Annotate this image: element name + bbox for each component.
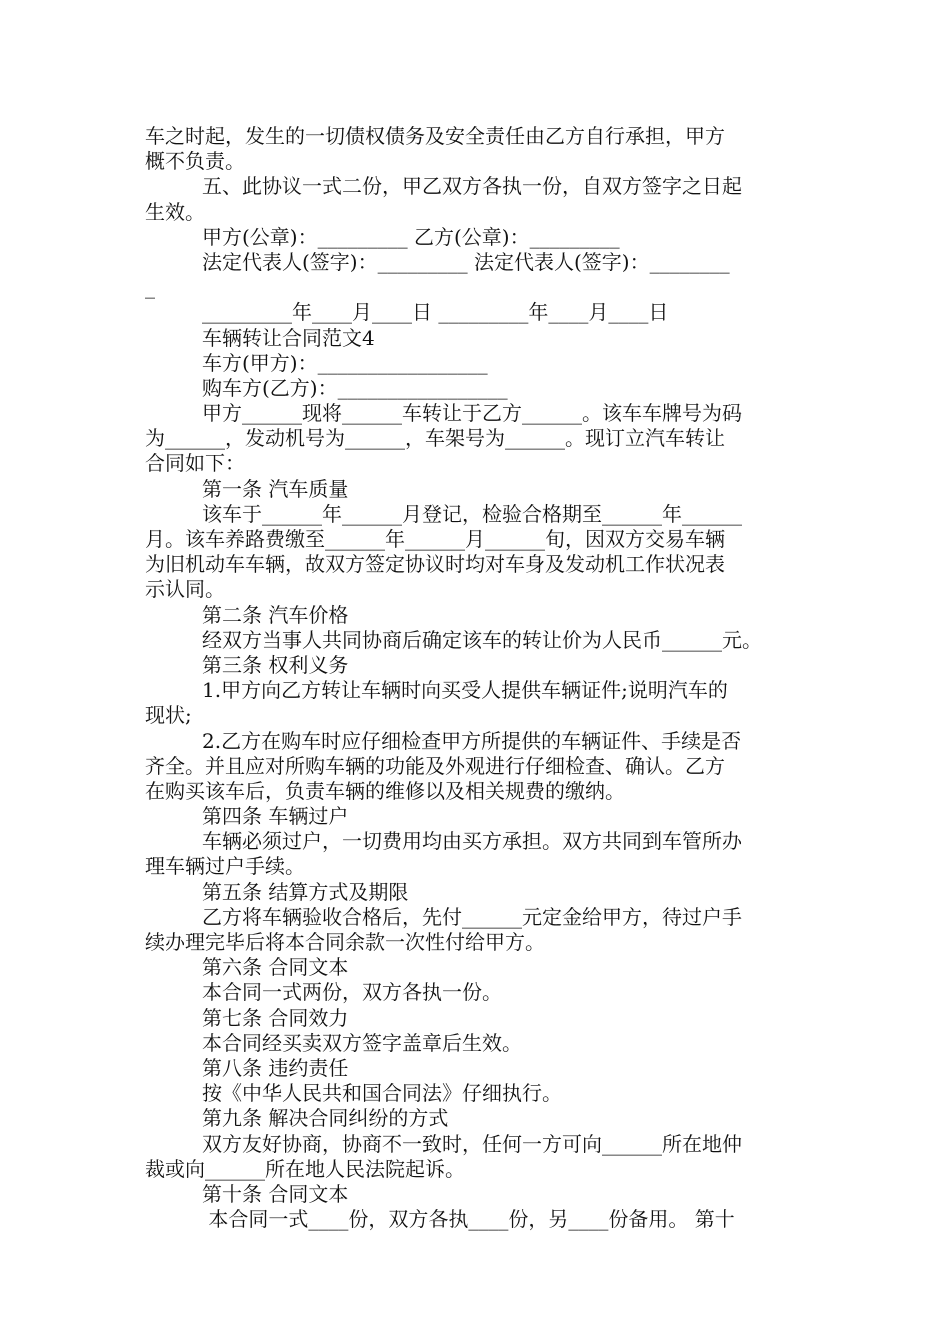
text-line: 按《中华人民共和国合同法》仔细执行。 [202, 1081, 562, 1106]
text-line: 月。该车养路费缴至______年______月______旬，因双方交易车辆 [145, 527, 725, 551]
text-line: 法定代表人(签字)：_________ 法定代表人(签字)：________ [202, 249, 730, 274]
text-line: 合同如下： [145, 451, 245, 476]
text-line: 第一条 汽车质量 [202, 476, 349, 501]
text-line: 现状; [145, 703, 192, 728]
text-line: _________年____月____日 _________年____月____日 [202, 300, 669, 325]
text-line: 本合同经买卖双方签字盖章后生效。 [202, 1030, 522, 1055]
text-line: 经双方当事人共同协商后确定该车的转让价为人民币______元。 [202, 627, 762, 652]
text-line: 1.甲方向乙方转让车辆时向买受人提供车辆证件;说明汽车的 [202, 678, 728, 703]
text-line: 第十条 合同文本 [202, 1181, 349, 1206]
text-line: 第三条 权利义务 [202, 652, 349, 677]
text-line: 第六条 合同文本 [202, 955, 349, 980]
text-line: 第八条 违约责任 [202, 1055, 349, 1080]
text-line: 概不负责。 [145, 149, 245, 174]
text-line: 车方(甲方)：_________________ [202, 350, 488, 375]
text-line: 车辆转让合同范文4 [202, 325, 375, 350]
text-line: 第五条 结算方式及期限 [202, 879, 409, 904]
text-line: 乙方将车辆验收合格后，先付______元定金给甲方，待过户手 [202, 904, 742, 929]
text-line: 裁或向______所在地人民法院起诉。 [145, 1156, 465, 1181]
text-line: 五、此协议一式二份，甲乙双方各执一份，自双方签字之日起 [202, 174, 742, 199]
text-line: 齐全。并且应对所购车辆的功能及外观进行仔细检查、确认。乙方 [145, 753, 725, 778]
text-line: 理车辆过户手续。 [145, 854, 305, 879]
text-line: 为______，发动机号为______，车架号为______。现订立汽车转让 [145, 426, 725, 451]
text-line: 本合同一式两份，双方各执一份。 [202, 980, 502, 1005]
text-line: 甲方______现将______车转让于乙方______。该车车牌号为码 [202, 401, 742, 426]
text-line: 第四条 车辆过户 [202, 804, 349, 829]
text-line: 甲方(公章)：_________ 乙方(公章)：_________ [202, 224, 620, 249]
text-line: 车辆必须过户，一切费用均由买方承担。双方共同到车管所办 [202, 829, 742, 854]
text-line: 在购买该车后，负责车辆的维修以及相关规费的缴纳。 [145, 778, 625, 803]
text-line: 该车于______年______月登记，检验合格期至______年______ [202, 501, 742, 526]
text-line: _ [145, 275, 155, 300]
text-line: 本合同一式____份，双方各执____份，另____份备用。 第十 [202, 1207, 735, 1232]
text-line: 购车方(乙方)：_________________ [202, 375, 508, 400]
document-page [145, 124, 825, 1232]
text-line: 双方友好协商，协商不一致时，任何一方可向______所在地仲 [202, 1131, 742, 1156]
text-line: 为旧机动车车辆，故双方签定协议时均对车身及发动机工作状况表 [145, 552, 725, 577]
text-line: 示认同。 [145, 577, 225, 602]
text-line: 生效。 [145, 199, 205, 224]
text-line: 续办理完毕后将本合同余款一次性付给甲方。 [145, 930, 545, 954]
text-line: 第九条 解决合同纠纷的方式 [202, 1106, 449, 1131]
text-line: 第二条 汽车价格 [202, 602, 349, 627]
text-line: 2.乙方在购车时应仔细检查甲方所提供的车辆证件、手续是否 [202, 728, 742, 753]
text-line: 车之时起，发生的一切债权债务及安全责任由乙方自行承担，甲方 [145, 124, 725, 148]
text-line: 第七条 合同效力 [202, 1005, 349, 1030]
